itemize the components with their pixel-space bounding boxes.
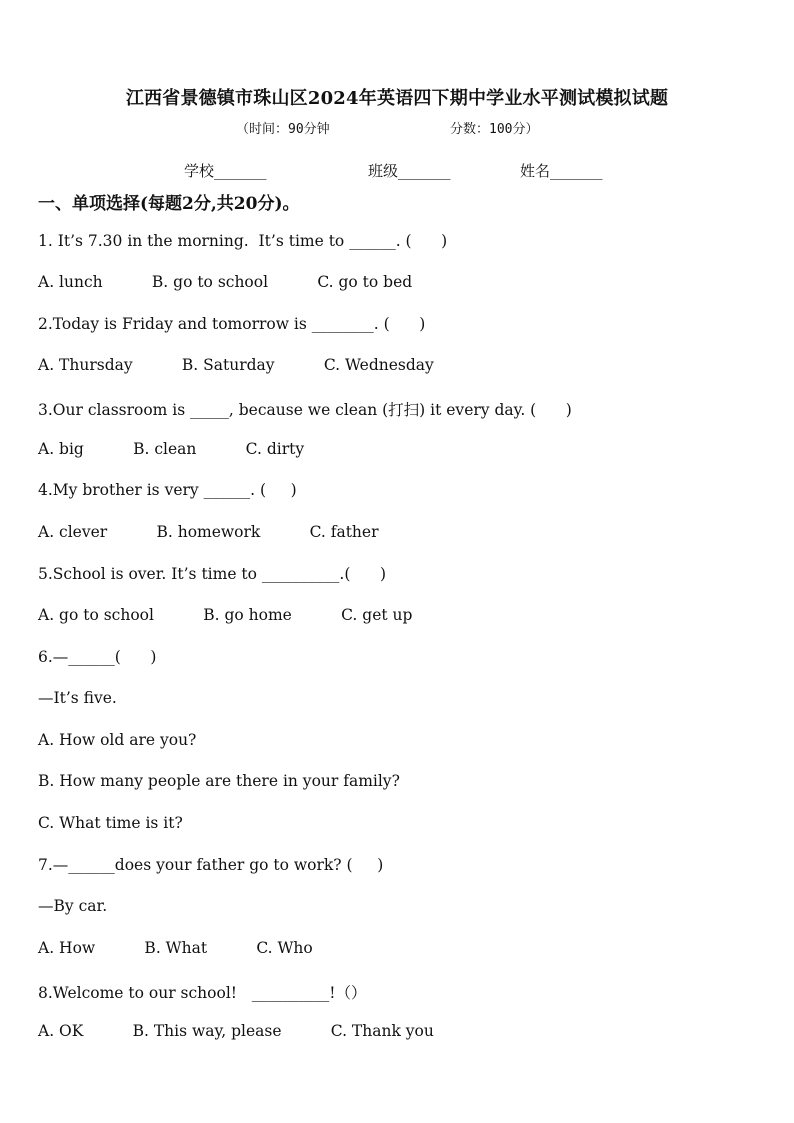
- question-6-option-b: B. How many people are there in your family?: [38, 772, 400, 790]
- question-4: 4.My brother is very ______. ( ): [38, 481, 297, 499]
- question-2-options: A. Thursday B. Saturday C. Wednesday: [38, 356, 434, 374]
- question-5-options: A. go to school B. go home C. get up: [38, 606, 413, 624]
- question-1: 1. It’s 7.30 in the morning. It’s time to ______. ( ): [38, 232, 448, 250]
- question-5: 5.School is over. It’s time to __________.( ): [38, 565, 386, 583]
- question-6-option-c: C. What time is it?: [38, 814, 183, 832]
- question-8-options: A. OK B. This way, please C. Thank you: [38, 1022, 434, 1040]
- question-4-options: A. clever B. homework C. father: [38, 523, 379, 541]
- score-label: 分数：100分）: [450, 122, 539, 137]
- question-7-answer: —By car.: [38, 897, 108, 915]
- question-3-options: A. big B. clean C. dirty: [38, 440, 305, 458]
- question-6-option-a: A. How old are you?: [38, 731, 197, 749]
- question-3: 3.Our classroom is _____, because we clean (打扫) it every day. ( ): [38, 401, 572, 419]
- question-1-options: A. lunch B. go to school C. go to bed: [38, 273, 413, 291]
- class-field: 班级_______: [368, 162, 451, 180]
- school-field: 学校_______: [184, 162, 267, 180]
- question-6-answer: —It’s five.: [38, 689, 117, 707]
- question-6: 6.—______( ): [38, 648, 157, 666]
- time-label: （时间：90分钟: [236, 122, 330, 137]
- question-7-options: A. How B. What C. Who: [38, 939, 313, 957]
- page-title: 江西省景德镇市珠山区2024年英语四下期中学业水平测试模拟试题: [125, 88, 669, 109]
- question-2: 2.Today is Friday and tomorrow is ________. ( ): [38, 315, 426, 333]
- question-8: 8.Welcome to our school! __________!（）: [38, 984, 367, 1002]
- section-heading: 一、单项选择(每题2分,共20分)。: [38, 194, 300, 214]
- question-7: 7.—______does your father go to work? ( ): [38, 856, 384, 874]
- name-field: 姓名_______: [520, 162, 603, 180]
